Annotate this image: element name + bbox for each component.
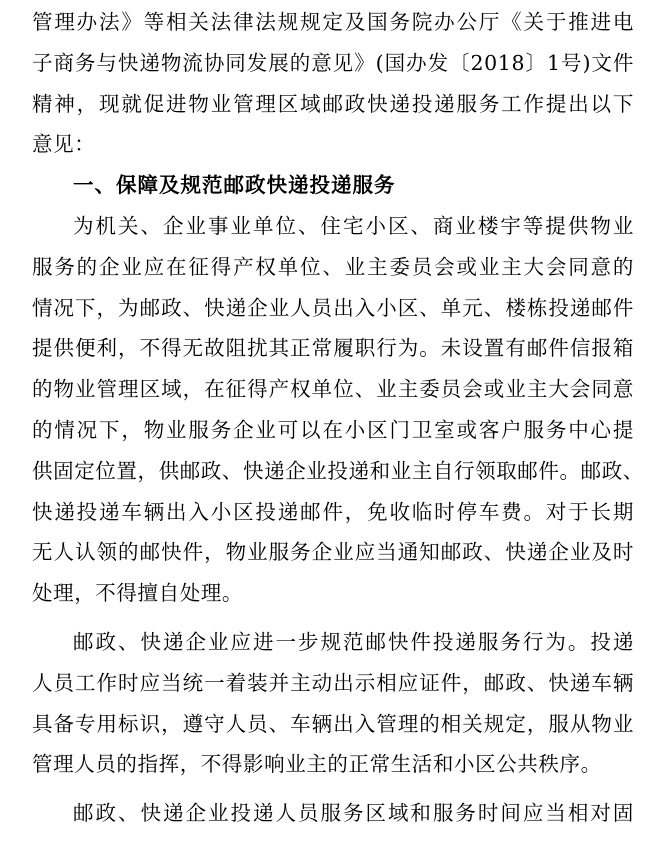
text-line: 管理办法》等相关法律法规规定及国务院办公厅《关于推进电 (32, 10, 634, 34)
text-line: 处理，不得擅自处理。 (32, 581, 243, 606)
text-line: 服务的企业应在征得产权单位、业主委员会或业主大会同意的 (32, 254, 634, 279)
paragraph-spacer (32, 614, 634, 622)
text-line: 人员工作时应当统一着装并主动出示相应证件，邮政、快递车辆 (32, 670, 634, 695)
section-heading: 一、保障及规范邮政快递投递服务 (73, 173, 396, 198)
paragraph-first-line: 邮政、快递企业应进一步规范邮快件投递服务行为。投递 (73, 629, 634, 654)
text-line: 情况下，为邮政、快递企业人员出入小区、单元、楼栋投递邮件 (32, 295, 634, 320)
text-line: 具备专用标识，遵守人员、车辆出入管理的相关规定，服从物业 (32, 711, 634, 736)
text-line: 管理人员的指挥，不得影响业主的正常生活和小区公共秩序。 (32, 752, 602, 777)
paragraph-first-line: 邮政、快递企业投递人员服务区域和服务时间应当相对固 (73, 801, 634, 826)
paragraph-spacer (32, 785, 634, 793)
text-line: 无人认领的邮快件，物业服务企业应当通知邮政、快递企业及时 (32, 540, 634, 565)
text-line: 提供便利，不得无故阻扰其正常履职行为。未设置有邮件信报箱 (32, 336, 634, 361)
text-line: 意见： (32, 132, 96, 157)
text-line: 的情况下，物业服务企业可以在小区门卫室或客户服务中心提 (32, 417, 634, 442)
paragraph-first-line: 为机关、企业事业单位、住宅小区、商业楼宇等提供物业 (73, 213, 634, 238)
text-line: 供固定位置，供邮政、快递企业投递和业主自行领取邮件。邮政、 (32, 458, 644, 483)
text-line: 子商务与快递物流协同发展的意见》(国办发〔2018〕1号)文件 (32, 50, 634, 75)
text-line: 精神，现就促进物业管理区域邮政快递投递服务工作提出以下 (32, 91, 634, 116)
text-line: 快递投递车辆出入小区投递邮件，免收临时停车费。对于长期 (32, 499, 634, 524)
text-line: 的物业管理区域，在征得产权单位、业主委员会或业主大会同意 (32, 377, 634, 402)
